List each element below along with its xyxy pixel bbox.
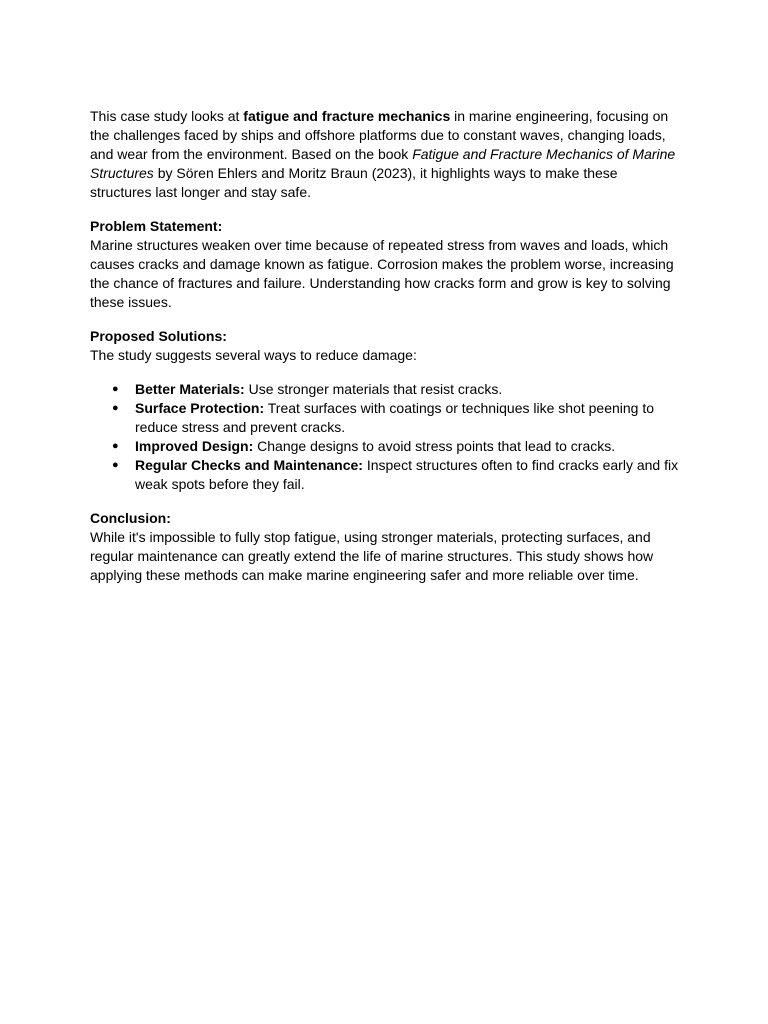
list-item-label: Surface Protection: — [135, 400, 265, 416]
solutions-heading: Proposed Solutions: — [90, 328, 227, 344]
bullet-icon: ● — [112, 402, 119, 414]
intro-text-3: by Sören Ehlers and Moritz Braun (2023), it highlights ways to make these structures last longer and stay safe. — [90, 165, 618, 200]
bullet-icon: ● — [112, 459, 119, 471]
list-item-label: Better Materials: — [135, 381, 245, 397]
solutions-intro: The study suggests several ways to reduce damage: — [90, 347, 417, 363]
list-item — [90, 380, 680, 399]
intro-text-2: in marine engineering, focusing on the challenges faced by ships and offshore platforms due to constant waves, changing loads, and wear from the environment. Based on the book — [90, 108, 669, 162]
list-item-label: Regular Checks and Maintenance: — [135, 457, 363, 473]
list-item-label: Improved Design: — [135, 438, 254, 454]
book-title: Fatigue and Fracture Mechanics of Marine Structures — [90, 146, 676, 181]
list-item-text: Change designs to avoid stress points that lead to cracks. — [253, 438, 616, 454]
intro-bold-term: fatigue and fracture mechanics — [243, 108, 451, 124]
list-item — [90, 437, 680, 456]
list-item-text: Treat surfaces with coatings or techniques like shot peening to reduce stress and prevent cracks. — [135, 400, 655, 435]
conclusion-body: While it's impossible to fully stop fatigue, using stronger materials, protecting surfaces, and regular maintenance can greatly extend the life of marine structures. This study shows how applying these methods can make marine engineering safer and more reliable over time. — [90, 529, 654, 583]
list-item-text: Inspect structures often to find cracks early and fix weak spots before they fail. — [135, 457, 679, 492]
list-item — [90, 399, 680, 437]
solutions-list — [90, 380, 680, 494]
intro-text-1: This case study looks at — [90, 108, 244, 124]
problem-heading: Problem Statement: — [90, 218, 223, 234]
bullet-icon: ● — [112, 440, 119, 452]
list-item-text: Use stronger materials that resist cracks. — [244, 381, 503, 397]
document-page — [90, 107, 680, 585]
problem-body: Marine structures weaken over time because of repeated stress from waves and loads, which causes cracks and damage known as fatigue. Corrosion makes the problem worse, increasing the chance of fractures and failure. Understanding how cracks form and grow is key to solving these issues. — [90, 237, 674, 310]
conclusion-heading: Conclusion: — [90, 510, 171, 526]
bullet-icon: ● — [112, 383, 119, 395]
intro-paragraph — [90, 107, 680, 202]
list-item — [90, 456, 680, 494]
